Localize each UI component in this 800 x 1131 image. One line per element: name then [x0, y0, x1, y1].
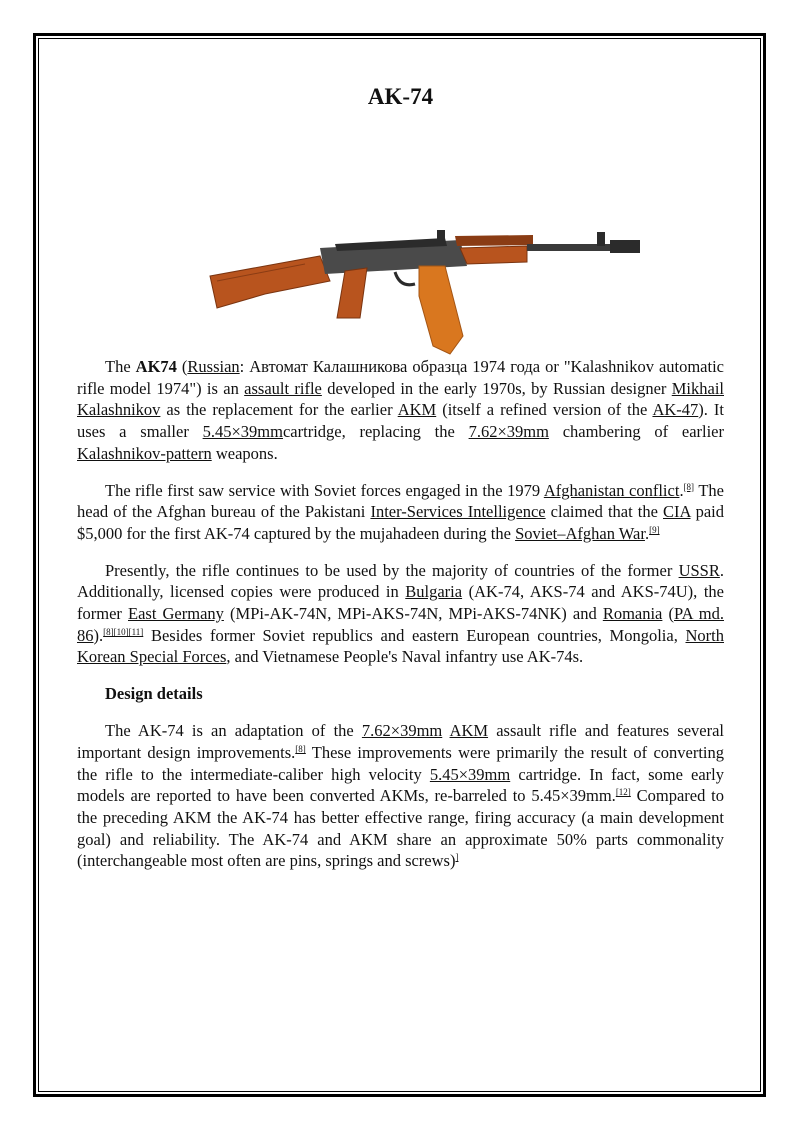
link-afghanistan-conflict[interactable]: Afghanistan conflict [543, 480, 680, 500]
link-east-germany[interactable]: East Germany [128, 604, 224, 624]
paragraph-design: The AK-74 is an adaptation of the 7.62×39mm AKM assault rifle and features several important design improvements.[8] These improvements were primarily the result of converting the rifle to the intermediate-caliber high velocity 5.45×39mm cartridge. In fact, some early models are reported to have been converted AKMs, re-barreled to 5.45×39mm.[12] Compared to the preceding AKM the AK-74 has better effective range, firing accuracy (a main development goal) and reliability. The AK-74 and AKM share an approximate 50% parts commonality (interchangeable most often are pins, springs and screws)] [77, 721, 725, 871]
paragraph-service: The rifle first saw service with Soviet forces engaged in the 1979 Afghanistan conflict.[8] The head of the Afghan bureau of the Pakistani Inter-Services Intelligence claimed that the CIA paid $5,000 for the first AK-74 captured by the mujahadeen during the Soviet–Afghan War.[9] [77, 480, 724, 543]
link-romania[interactable]: Romania [602, 604, 663, 624]
link-assault-rifle[interactable]: assault rifle [244, 378, 322, 398]
reference-link[interactable]: ] [455, 852, 459, 863]
link-pa-md-86[interactable]: PA md. 86 [77, 604, 724, 645]
link-russian[interactable]: Russian [187, 357, 240, 376]
document-body [77, 76, 724, 887]
link-762x39mm[interactable]: 7.62×39mm [468, 422, 549, 442]
reference-link[interactable]: [12] [615, 787, 631, 798]
reference-link[interactable]: [9] [649, 524, 660, 535]
link-akm[interactable]: AKM [397, 400, 437, 420]
link-akm[interactable]: AKM [449, 721, 489, 741]
link-cia[interactable]: CIA [663, 502, 691, 522]
reference-link[interactable]: [8][10][11] [103, 626, 144, 637]
link-soviet-afghan-war[interactable]: Soviet–Afghan War [515, 523, 645, 543]
reference-link[interactable]: [8] [295, 743, 306, 754]
section-heading-design-details: Design details [105, 684, 203, 704]
link-545x39mm[interactable]: 5.45×39mm [202, 422, 283, 442]
link-762x39mm[interactable]: 7.62×39mm [361, 721, 443, 741]
paragraph-users: Presently, the rifle continues to be used by the majority of countries of the former USSR. Additionally, licensed copies were produced in Bulgaria (AK-74, AKS-74 and AKS-74U), the former East Germany (MPi-AK-74N, MPi-AKS-74N, MPi-AKS-74NK) and Romania (PA md. 86).[8][10][11] Besides former Soviet republics and eastern European countries, Mongolia, North Korean Special Forces, and Vietnamese People's Naval infantry use AK-74s. [77, 560, 724, 667]
link-545x39mm[interactable]: 5.45×39mm [429, 764, 511, 784]
ak74-bold: AK74 [135, 357, 177, 376]
paragraph-intro: The AK74 (Russian: Автомат Калашникова образца 1974 года or "Kalashnikov automatic rifle model 1974") is an assault rifle developed in the early 1970s, by Russian designer Mikhail Kalashnikov as the replacement for the earlier AKM (itself a refined version of the AK-47). It uses a smaller 5.45×39mmcartridge, replacing the 7.62×39mm chambering of earlier Kalashnikov-pattern weapons. [77, 357, 724, 463]
link-ak-47[interactable]: AK-47 [652, 400, 699, 420]
link-inter-services-intelligence[interactable]: Inter-Services Intelligence [370, 502, 546, 522]
link-north-korean-special-forces[interactable]: North Korean Special Forces [77, 625, 724, 667]
link-kalashnikov-pattern[interactable]: Kalashnikov-pattern [77, 443, 212, 463]
link-mikhail-kalashnikov[interactable]: Mikhail Kalashnikov [77, 378, 724, 420]
reference-link[interactable]: [8] [683, 481, 695, 492]
link-ussr[interactable]: USSR [678, 560, 720, 580]
link-bulgaria[interactable]: Bulgaria [405, 582, 463, 602]
rifle-image [205, 226, 645, 376]
page-title: AK-74 [367, 84, 434, 109]
rifle-figure [77, 112, 724, 356]
